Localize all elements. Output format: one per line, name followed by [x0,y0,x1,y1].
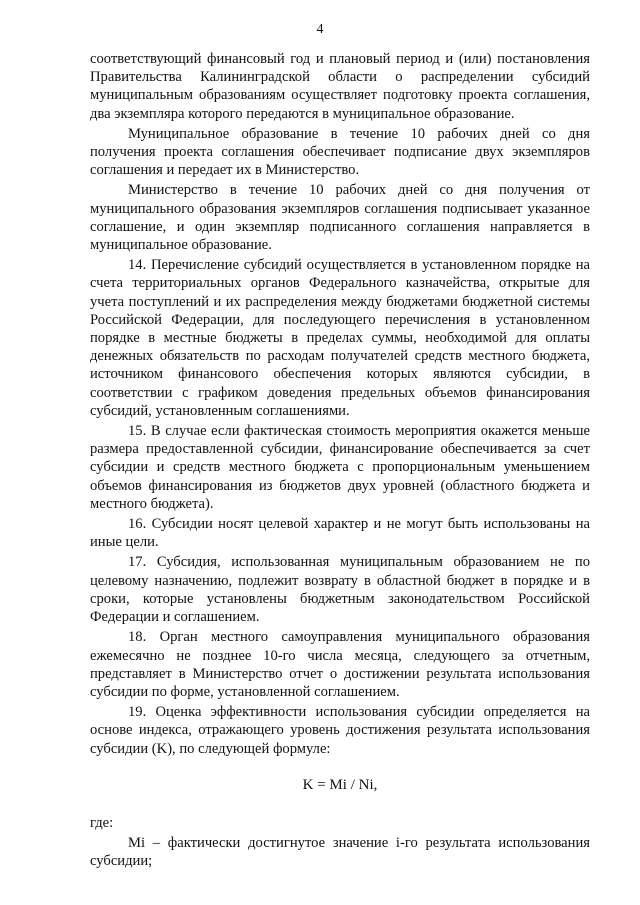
paragraph-municipal-signing: Муниципальное образование в течение 10 рабочих дней со дня получения проекта соглашения обеспечивает подписание двух экземпляров соглашения и передает их в Министерство. [90,125,590,179]
formula: K = Mi / Ni, [302,776,378,793]
paragraph-18: 18. Орган местного самоуправления муниципального образования ежемесячно не позднее 10-го числа месяца, следующего за отчетным, представляет в Министерство отчет о достижении результата использования субсидии по форме, установленной соглашением. [90,629,590,700]
definition-mi: Mi – фактически достигнутое значение i-го результата использования субсидии; [90,835,590,870]
paragraph-14: 14. Перечисление субсидий осуществляется в установленном порядке на счета территориальных органов Федерального казначейства, открытые для учета поступлений и их распределения между бюджетами бюджетной системы Российской Федерации, для последующего перечисления в установленном порядке в местные бюджеты в пределах суммы, необходимой для оплаты денежных обязательств по расходам получателей средств местного бюджета, источником финансового обеспечения которых являются субсидии, в соответствии с графиком доведения предельных объемов финансирования субсидий, установленным соглашениями. [90,257,590,419]
paragraph-continuation: соответствующий финансовый год и плановый период и (или) постановления Правительства Калининградской области о распределении субсидий муниципальным образованиям осуществляет подготовку проекта соглашения, два экземпляра которого передаются в муниципальное образование. [90,51,590,122]
document-body [90,50,590,871]
paragraph-16: 16. Субсидии носят целевой характер и не могут быть использованы на иные цели. [90,516,590,551]
paragraph-ministry-signing: Министерство в течение 10 рабочих дней со дня получения от муниципального образования экземпляров соглашения подписывает указанное соглашение, и один экземпляр подписанного соглашения направляется в муниципальное образование. [90,182,590,254]
page-number: 4 [316,22,324,37]
paragraph-15: 15. В случае если фактическая стоимость мероприятия окажется меньше размера предоставленной субсидии, финансирование обеспечивается за счет субсидии и средств местного бюджета с пропорциональным уменьшением объемов финансирования из бюджетов двух уровней (областного бюджета и местного бюджета). [90,423,590,512]
paragraph-19: 19. Оценка эффективности использования субсидии определяется на основе индекса, отражающего уровень достижения результата использования субсидии (K), по следующей формуле: [90,704,590,757]
where-label: где: [90,814,114,831]
paragraph-17: 17. Субсидия, использованная муниципальным образованием не по целевому назначению, подлежит возврату в областной бюджет в порядке и в сроки, которые установлены бюджетным законодательством Российской Федерации и соглашением. [90,554,590,626]
